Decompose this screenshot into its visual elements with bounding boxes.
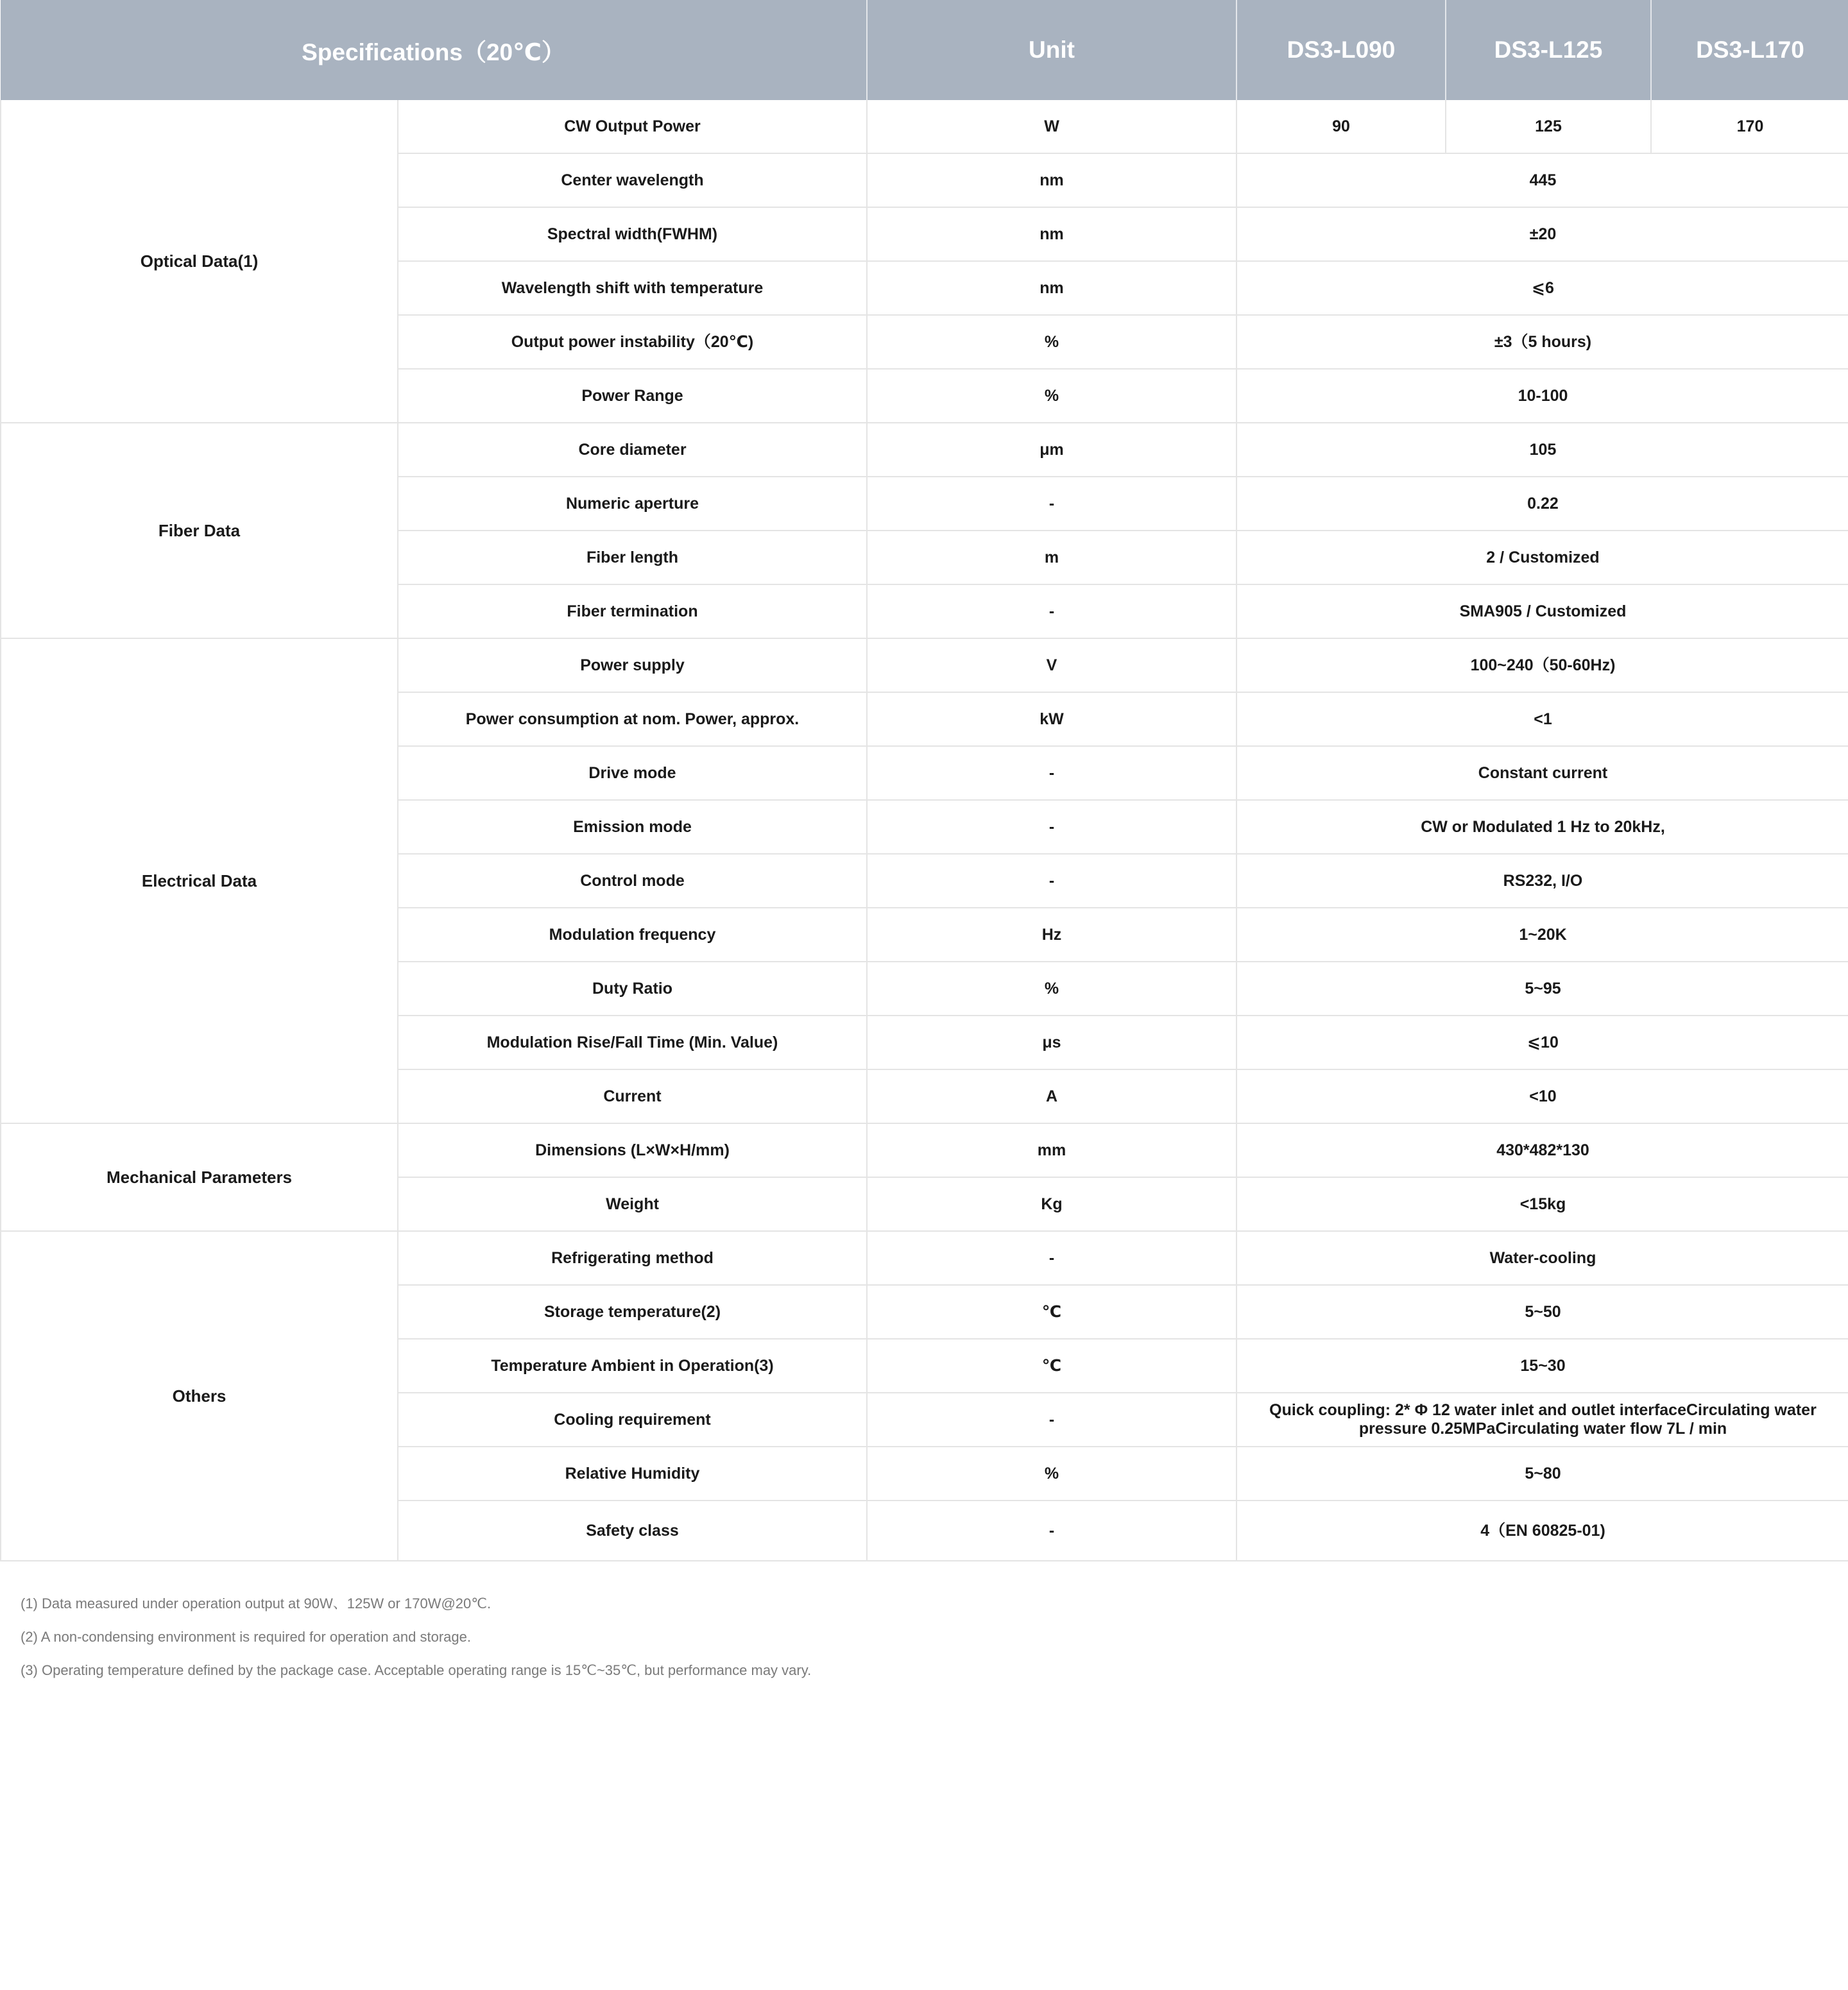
footnotes — [21, 1596, 811, 1696]
parameter-name: Temperature Ambient in Operation(3) — [398, 1339, 867, 1393]
parameter-name: Cooling requirement — [398, 1393, 867, 1447]
shared-value: 10-100 — [1236, 369, 1848, 423]
parameter-name: Power Range — [398, 369, 867, 423]
parameter-unit: W — [867, 100, 1236, 153]
table-header-row — [1, 0, 1848, 100]
parameter-name: Relative Humidity — [398, 1447, 867, 1501]
parameter-unit: % — [867, 962, 1236, 1016]
parameter-unit: m — [867, 531, 1236, 584]
table-row — [1, 638, 1848, 692]
shared-value: 2 / Customized — [1236, 531, 1848, 584]
parameter-unit: V — [867, 638, 1236, 692]
parameter-name: Modulation frequency — [398, 908, 867, 962]
parameter-unit: μs — [867, 1016, 1236, 1069]
parameter-name: Storage temperature(2) — [398, 1285, 867, 1339]
shared-value: CW or Modulated 1 Hz to 20kHz, — [1236, 800, 1848, 854]
shared-value: ±20 — [1236, 207, 1848, 261]
parameter-name: Current — [398, 1069, 867, 1123]
model-value: 90 — [1236, 100, 1446, 153]
parameter-name: Refrigerating method — [398, 1231, 867, 1285]
parameter-unit: ℃ — [867, 1339, 1236, 1393]
header-model-ds3-l090: DS3-L090 — [1236, 0, 1446, 100]
parameter-unit: % — [867, 369, 1236, 423]
shared-value: RS232, I/O — [1236, 854, 1848, 908]
parameter-name: Center wavelength — [398, 153, 867, 207]
parameter-name: Control mode — [398, 854, 867, 908]
parameter-name: Duty Ratio — [398, 962, 867, 1016]
parameter-unit: μm — [867, 423, 1236, 477]
table-row — [1, 1123, 1848, 1177]
footnote-3: (3) Operating temperature defined by the package case. Acceptable operating range is 15℃~35℃, but performance may vary. — [21, 1662, 812, 1678]
parameter-unit: nm — [867, 153, 1236, 207]
group-label: Optical Data(1) — [1, 100, 398, 423]
parameter-name: Numeric aperture — [398, 477, 867, 531]
parameter-name: CW Output Power — [398, 100, 867, 153]
shared-value: <15kg — [1236, 1177, 1848, 1231]
shared-value: 0.22 — [1236, 477, 1848, 531]
shared-value: 5~80 — [1236, 1447, 1848, 1501]
parameter-unit: kW — [867, 692, 1236, 746]
shared-value: <10 — [1236, 1069, 1848, 1123]
table-row — [1, 423, 1848, 477]
shared-value: 5~50 — [1236, 1285, 1848, 1339]
group-label: Others — [1, 1231, 398, 1561]
parameter-name: Weight — [398, 1177, 867, 1231]
group-label: Electrical Data — [1, 638, 398, 1123]
header-unit: Unit — [867, 0, 1236, 100]
shared-value: ±3（5 hours) — [1236, 315, 1848, 369]
model-value: 170 — [1651, 100, 1848, 153]
shared-value: 100~240（50-60Hz) — [1236, 638, 1848, 692]
parameter-name: Power consumption at nom. Power, approx. — [398, 692, 867, 746]
shared-value: 5~95 — [1236, 962, 1848, 1016]
parameter-unit: ℃ — [867, 1285, 1236, 1339]
shared-value: 445 — [1236, 153, 1848, 207]
parameter-name: Wavelength shift with temperature — [398, 261, 867, 315]
parameter-unit: Kg — [867, 1177, 1236, 1231]
parameter-unit: % — [867, 1447, 1236, 1501]
parameter-name: Output power instability（20℃) — [398, 315, 867, 369]
parameter-unit: - — [867, 746, 1236, 800]
parameter-unit: - — [867, 800, 1236, 854]
shared-value: SMA905 / Customized — [1236, 584, 1848, 638]
group-label: Fiber Data — [1, 423, 398, 638]
parameter-unit: - — [867, 854, 1236, 908]
shared-value: 4（EN 60825-01) — [1236, 1501, 1848, 1561]
parameter-name: Fiber length — [398, 531, 867, 584]
parameter-unit: nm — [867, 261, 1236, 315]
parameter-name: Modulation Rise/Fall Time (Min. Value) — [398, 1016, 867, 1069]
header-model-ds3-l125: DS3-L125 — [1446, 0, 1651, 100]
footnote-1: (1) Data measured under operation output at 90W、125W or 170W@20℃. — [21, 1595, 492, 1612]
parameter-unit: Hz — [867, 908, 1236, 962]
parameter-name: Fiber termination — [398, 584, 867, 638]
parameter-unit: mm — [867, 1123, 1236, 1177]
shared-value: 1~20K — [1236, 908, 1848, 962]
parameter-name: Safety class — [398, 1501, 867, 1561]
shared-value: Constant current — [1236, 746, 1848, 800]
parameter-name: Drive mode — [398, 746, 867, 800]
parameter-name: Core diameter — [398, 423, 867, 477]
parameter-name: Dimensions (L×W×H/mm) — [398, 1123, 867, 1177]
shared-value: <1 — [1236, 692, 1848, 746]
table-row — [1, 100, 1848, 153]
shared-value: Quick coupling: 2* Φ 12 water inlet and outlet interfaceCirculating water pressure 0.25MPaCirculating water flow 7L / min — [1236, 1393, 1848, 1447]
parameter-unit: - — [867, 1231, 1236, 1285]
footnote-2: (2) A non-condensing environment is required for operation and storage. — [21, 1629, 471, 1645]
shared-value: 105 — [1236, 423, 1848, 477]
shared-value: ⩽6 — [1236, 261, 1848, 315]
parameter-unit: nm — [867, 207, 1236, 261]
shared-value: Water-cooling — [1236, 1231, 1848, 1285]
model-value: 125 — [1446, 100, 1651, 153]
parameter-name: Spectral width(FWHM) — [398, 207, 867, 261]
parameter-unit: - — [867, 584, 1236, 638]
shared-value: 430*482*130 — [1236, 1123, 1848, 1177]
shared-value: ⩽10 — [1236, 1016, 1848, 1069]
parameter-unit: - — [867, 477, 1236, 531]
shared-value: 15~30 — [1236, 1339, 1848, 1393]
header-specifications: Specifications（20℃） — [1, 0, 867, 100]
parameter-name: Emission mode — [398, 800, 867, 854]
header-model-ds3-l170: DS3-L170 — [1651, 0, 1848, 100]
parameter-unit: % — [867, 315, 1236, 369]
table-body — [1, 100, 1848, 1561]
table-row — [1, 1231, 1848, 1285]
group-label: Mechanical Parameters — [1, 1123, 398, 1231]
parameter-name: Power supply — [398, 638, 867, 692]
parameter-unit: - — [867, 1501, 1236, 1561]
parameter-unit: - — [867, 1393, 1236, 1447]
parameter-unit: A — [867, 1069, 1236, 1123]
